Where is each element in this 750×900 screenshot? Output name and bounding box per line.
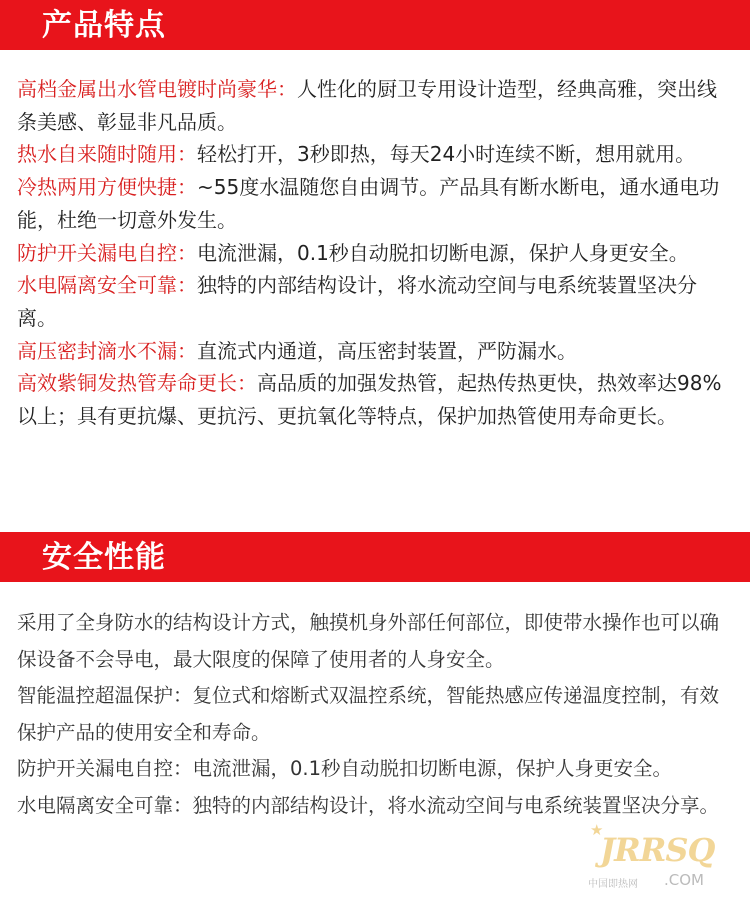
watermark-logo (588, 821, 723, 891)
feature-item (17, 269, 733, 334)
feature-item (17, 335, 733, 368)
safety-list (17, 605, 733, 824)
feature-item (17, 73, 733, 138)
feature-text: 直流式内通道，高压密封装置，严防漏水。 (197, 338, 577, 363)
feature-text: 轻松打开，3秒即热，每天24小时连续不断，想用就用。 (197, 142, 696, 167)
features-list (17, 73, 733, 433)
safety-title: 安全性能 (42, 540, 166, 575)
features-title: 产品特点 (42, 8, 166, 43)
watermark-logo-text: JRRSQ (600, 831, 715, 869)
feature-key: 水电隔离安全可靠： (17, 273, 197, 298)
star-icon: ★ (590, 821, 604, 839)
feature-text: 电流泄漏，0.1秒自动脱扣切断电源，保护人身更安全。 (197, 240, 689, 265)
safety-banner (0, 532, 750, 582)
feature-item (17, 367, 733, 432)
feature-key: 高效紫铜发热管寿命更长： (17, 371, 257, 396)
feature-key: 高压密封滴水不漏： (17, 338, 197, 363)
feature-key: 冷热两用方便快捷： (17, 175, 197, 200)
features-banner (0, 0, 750, 50)
safety-item: 水电隔离安全可靠：独特的内部结构设计，将水流动空间与电系统装置坚决分享。 (17, 793, 720, 817)
feature-item (17, 171, 733, 236)
feature-text: ~55度水温随您自由调节。产品具有断水断电，通水通电功能，杜绝一切意外发生。 (17, 175, 720, 232)
feature-item (17, 138, 733, 171)
feature-item (17, 237, 733, 270)
safety-item: 智能温控超温保护：复位式和熔断式双温控系统，智能热感应传递温度控制，有效保护产品的使用安全和寿命。 (17, 684, 720, 744)
watermark-sub: 中国即热网 (588, 879, 638, 890)
feature-key: 热水自来随时随用： (17, 142, 197, 167)
safety-item: 防护开关漏电自控：电流泄漏，0.1秒自动脱扣切断电源，保护人身更安全。 (17, 757, 673, 780)
watermark-domain: .COM (664, 871, 704, 889)
feature-key: 防护开关漏电自控： (17, 240, 197, 265)
feature-text: 人性化的厨卫专用设计造型，经典高雅，突出线条美感、彰显非凡品质。 (17, 77, 717, 134)
safety-item: 采用了全身防水的结构设计方式，触摸机身外部任何部位，即使带水操作也可以确保设备不会导电，最大限度的保障了使用者的人身安全。 (17, 611, 720, 671)
feature-text: 高品质的加强发热管，起热传热更快，热效率达98%以上；具有更抗爆、更抗污、更抗氧化等特点，保护加热管使用寿命更长。 (17, 371, 722, 429)
feature-text: 独特的内部结构设计，将水流动空间与电系统装置坚决分离。 (17, 273, 697, 330)
feature-key: 高档金属出水管电镀时尚豪华： (17, 77, 297, 101)
